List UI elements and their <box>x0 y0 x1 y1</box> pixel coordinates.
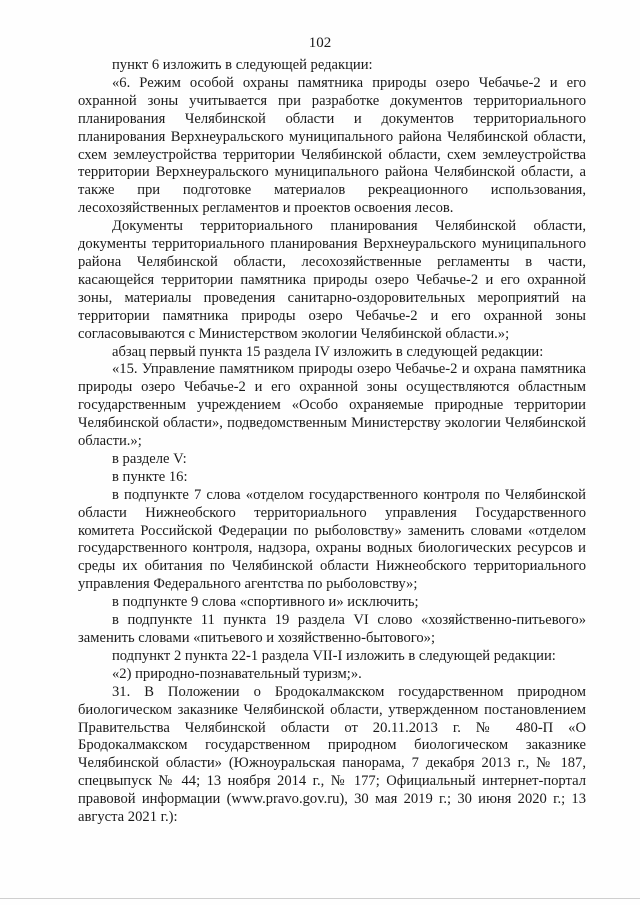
paragraph-12: «2) природно-познавательный туризм;». <box>112 665 362 682</box>
paragraph-2: «6. Режим особой охраны памятника природы озеро Чебачье-2 и его охранной зоны учитывается при разработке документов территориального планирования Челябинской области и документов территориального планирования Верхнеуральского муниципального района Челябинской области, схем землеустройства территории Челябинской области, схем землеустройства территории Верхнеуральского муниципального района Челябинской области, а также при подготовке материалов рекреационного использования, лесохозяйственных регламентов и проектов освоения лесов. <box>78 74 586 217</box>
paragraph-13: 31. В Положении о Бродокалмакском государственном природном биологическом заказнике Челябинской области, утвержденном постановлением Правительства Челябинской области от 20.11.2013 г. № 480-П «О Бродокалмакском государственном природном биологическом заказнике Челябинской области» (Южноуральская панорама, 7 декабря 2013 г., № 187, спецвыпуск № 44; 13 ноября 2014 г., № 177; Официальный интернет-портал правовой информации (www.pravo.gov.ru), 30 мая 2019 г.; 30 июня 2020 г.; 13 августа 2021 г.): <box>78 683 586 826</box>
paragraph-10: в подпункте 11 пункта 19 раздела VI слово «хозяйственно-питьевого» заменить словами «питьевого и хозяйственно-бытового»; <box>78 612 586 646</box>
page-number: 102 <box>308 35 332 51</box>
paragraph-9: в подпункте 9 слова «спортивного и» исключить; <box>112 594 419 611</box>
paragraph-1: пункт 6 изложить в следующей редакции: <box>112 57 373 73</box>
paragraph-5: «15. Управление памятником природы озеро Чебачье-2 и охрана памятника природы озеро Чебачье-2 и его охранной зоны осуществляются областным государственным учреждением «Особо охраняемые природные территории Челябинской области», подведомственным Министерству экологии Челябинской области.»; <box>78 361 586 450</box>
paragraph-11: подпункт 2 пункта 22-1 раздела VII-I изложить в следующей редакции: <box>112 647 556 664</box>
paragraph-3: Документы территориального планирования Челябинской области, документы территориального планирования Верхнеуральского муниципального района Челябинской области, лесохозяйственные регламенты в части, касающейся территории памятника природы озеро Чебачье-2 и его охранной зоны, материалы проведения санитарно-оздоровительных мероприятий на территории памятника природы озеро Чебачье-2 и его охранной зоны согласовываются с Министерством экологии Челябинской области.»; <box>78 218 586 342</box>
paragraph-8: в подпункте 7 слова «отделом государственного контроля по Челябинской области Нижнеобского территориального управления Государственного комитета Российской Федерации по рыболовству» заменить словами «отделом государственного контроля, надзора, охраны водных биологических ресурсов и среды их обитания по Челябинской области Нижнеобского территориального управления Федерального агентства по рыболовству»; <box>78 486 586 593</box>
paragraph-7: в пункте 16: <box>112 468 188 485</box>
scan-bottom-edge <box>0 898 640 899</box>
paragraph-4: абзац первый пункта 15 раздела IV изложить в следующей редакции: <box>112 343 544 360</box>
paragraph-6: в разделе V: <box>112 450 187 467</box>
document-body <box>78 57 586 827</box>
